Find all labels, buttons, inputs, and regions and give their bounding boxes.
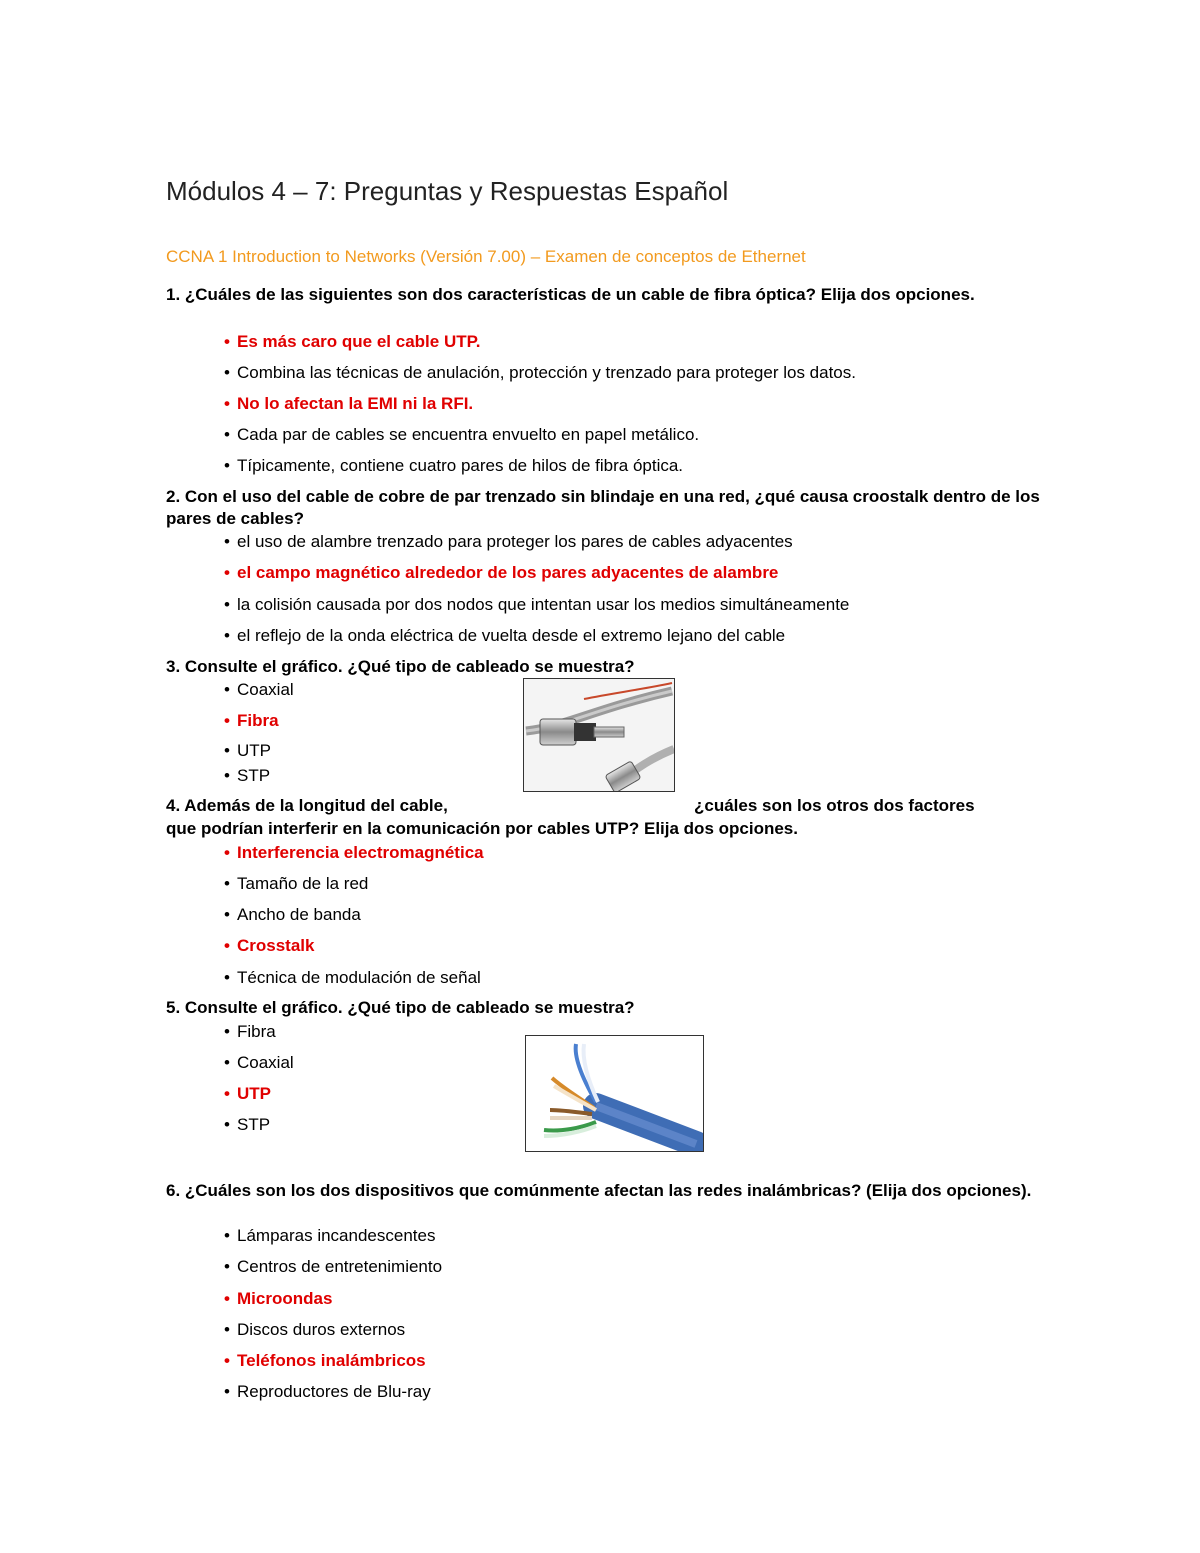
answer-option: • Es más caro que el cable UTP.: [224, 332, 481, 351]
answer-option: • Típicamente, contiene cuatro pares de hilos de fibra óptica.: [224, 456, 684, 475]
bullet-icon: •: [224, 1382, 230, 1401]
answer-option: • STP: [224, 1115, 271, 1134]
question-4-line-2: que podrían interferir en la comunicación por cables UTP? Elija dos opciones.: [166, 819, 798, 838]
bullet-icon: •: [224, 1022, 230, 1041]
answer-option: • Fibra: [224, 711, 279, 730]
answer-option: • Técnica de modulación de señal: [224, 968, 481, 987]
answer-option: • Discos duros externos: [224, 1320, 406, 1339]
bullet-icon: •: [224, 843, 230, 862]
question-4: 4. Además de la longitud del cable,: [166, 796, 448, 815]
answer-option: • Centros de entretenimiento: [224, 1257, 443, 1276]
bullet-icon: •: [224, 1053, 230, 1072]
page-title: Módulos 4 – 7: Preguntas y Respuestas Español: [166, 176, 729, 206]
question-6: 6. ¿Cuáles son los dos dispositivos que comúnmente afectan las redes inalámbricas? (Elija dos opciones).: [166, 1181, 1032, 1200]
answer-option: • UTP: [224, 741, 271, 760]
bullet-icon: •: [224, 532, 230, 551]
question-3: 3. Consulte el gráfico. ¿Qué tipo de cableado se muestra?: [166, 657, 635, 676]
bullet-icon: •: [224, 595, 230, 614]
bullet-icon: •: [224, 1351, 230, 1370]
bullet-icon: •: [224, 766, 230, 785]
bullet-icon: •: [224, 425, 230, 444]
answer-option: • No lo afectan la EMI ni la RFI.: [224, 394, 474, 413]
answer-option: • Teléfonos inalámbricos: [224, 1351, 426, 1370]
answer-option: • Tamaño de la red: [224, 874, 369, 893]
bullet-icon: •: [224, 1320, 230, 1339]
bullet-icon: •: [224, 680, 230, 699]
bullet-icon: •: [224, 1115, 230, 1134]
bullet-icon: •: [224, 563, 230, 582]
bullet-icon: •: [224, 968, 230, 987]
bullet-icon: •: [224, 711, 230, 730]
question-4-continued: ¿cuáles son los otros dos factores: [694, 796, 975, 815]
bullet-icon: •: [224, 363, 230, 382]
question-5: 5. Consulte el gráfico. ¿Qué tipo de cableado se muestra?: [166, 998, 635, 1017]
answer-option: • Reproductores de Blu-ray: [224, 1382, 431, 1401]
bullet-icon: •: [224, 741, 230, 760]
answer-option: • Ancho de banda: [224, 905, 361, 924]
utp-cable-image: [526, 1036, 703, 1151]
answer-option: • Coaxial: [224, 1053, 294, 1072]
answer-option: • Microondas: [224, 1289, 333, 1308]
bullet-icon: •: [224, 905, 230, 924]
fiber-connector-photo: [523, 678, 675, 792]
question-1: 1. ¿Cuáles de las siguientes son dos características de un cable de fibra óptica? Elija dos opciones.: [166, 285, 975, 304]
answer-option: • Cada par de cables se encuentra envuelto en papel metálico.: [224, 425, 700, 444]
utp-cable-photo: [525, 1035, 704, 1152]
answer-option: • la colisión causada por dos nodos que intentan usar los medios simultáneamente: [224, 595, 850, 614]
bullet-icon: •: [224, 1084, 230, 1103]
answer-option: • UTP: [224, 1084, 271, 1103]
bullet-icon: •: [224, 1289, 230, 1308]
bullet-icon: •: [224, 626, 230, 645]
answer-option: • Interferencia electromagnética: [224, 843, 484, 862]
answer-option: • el reflejo de la onda eléctrica de vuelta desde el extremo lejano del cable: [224, 626, 786, 645]
fiber-connector-image: [524, 679, 674, 791]
answer-option: • el uso de alambre trenzado para proteger los pares de cables adyacentes: [224, 532, 793, 551]
answer-option: • Combina las técnicas de anulación, protección y trenzado para proteger los datos.: [224, 363, 856, 382]
answer-option: • STP: [224, 766, 271, 785]
answer-option: • Fibra: [224, 1022, 276, 1041]
bullet-icon: •: [224, 456, 230, 475]
bullet-icon: •: [224, 936, 230, 955]
question-2: 2. Con el uso del cable de cobre de par trenzado sin blindaje en una red, ¿qué causa croostalk dentro de los pares de cables?: [166, 487, 1040, 528]
answer-option: • el campo magnético alrededor de los pares adyacentes de alambre: [224, 563, 779, 582]
bullet-icon: •: [224, 1226, 230, 1245]
bullet-icon: •: [224, 1257, 230, 1276]
bullet-icon: •: [224, 874, 230, 893]
bullet-icon: •: [224, 394, 230, 413]
answer-option: • Crosstalk: [224, 936, 315, 955]
answer-option: • Coaxial: [224, 680, 294, 699]
answer-option: • Lámparas incandescentes: [224, 1226, 436, 1245]
exam-subtitle: CCNA 1 Introduction to Networks (Versión 7.00) – Examen de conceptos de Ethernet: [166, 247, 806, 266]
bullet-icon: •: [224, 332, 230, 351]
